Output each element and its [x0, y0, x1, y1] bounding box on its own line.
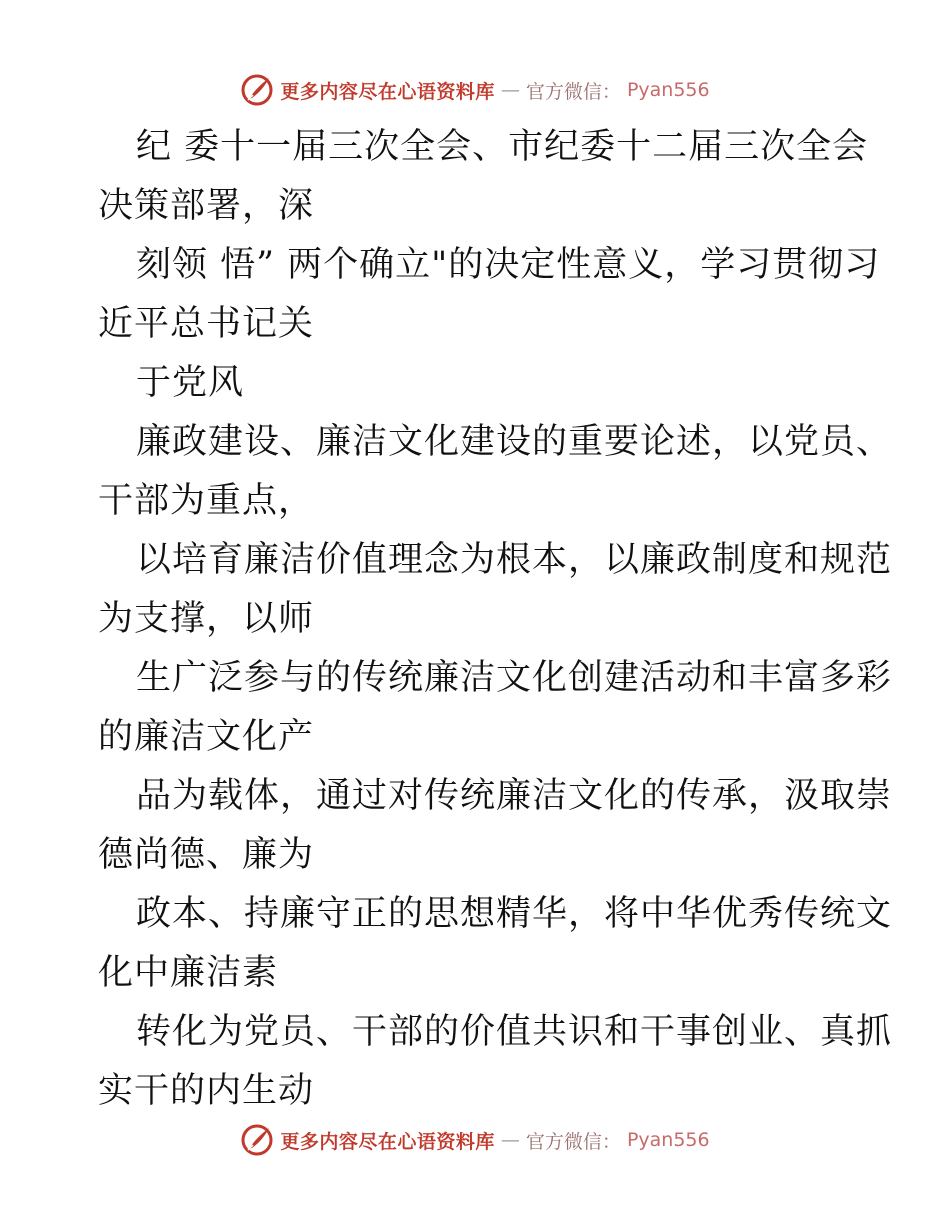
body-text-line: 刻领 悟” 两个确立"的决定性意义，学习贯彻习 — [136, 245, 881, 285]
body-text-line: 实干的内生动 — [98, 1071, 315, 1111]
header-banner — [0, 70, 950, 110]
body-text-line: 化中廉洁素 — [98, 953, 279, 993]
header-banner-content — [240, 73, 709, 107]
body-text-line: 决策部署，深 — [98, 186, 315, 226]
footer-banner-title: 更多内容尽在心语资料库 — [280, 1130, 495, 1153]
body-text-line: 为支撑，以师 — [98, 599, 315, 639]
body-text-line: 转化为党员、干部的价值共识和干事创业、真抓 — [136, 1012, 893, 1052]
footer-banner — [0, 1120, 950, 1160]
body-text-line: 品为载体，通过对传统廉洁文化的传承，汲取崇 — [136, 776, 893, 816]
header-banner-wechat-label: 官方微信： — [525, 80, 621, 103]
footer-banner-dash: — — [500, 1129, 520, 1151]
header-banner-title: 更多内容尽在心语资料库 — [280, 80, 495, 103]
body-text-line: 生广泛参与的传统廉洁文化创建活动和丰富多彩 — [136, 658, 893, 698]
document-body — [98, 118, 893, 1121]
body-text-line: 近平总书记关 — [98, 304, 315, 344]
quill-logo-icon — [240, 1123, 274, 1157]
header-banner-wechat-id: Pyan556 — [626, 79, 710, 101]
body-text-line: 的廉洁文化产 — [98, 717, 315, 757]
body-text-line: 德尚德、廉为 — [98, 835, 315, 875]
body-text-line: 政本、持廉守正的思想精华，将中华优秀传统文 — [136, 894, 893, 934]
body-text-line: 以培育廉洁价值理念为根本，以廉政制度和规范 — [136, 540, 893, 580]
body-text-line: 纪 委十一届三次全会、市纪委十二届三次全会 — [136, 127, 869, 167]
footer-banner-content — [240, 1123, 709, 1157]
quill-logo-icon — [240, 73, 274, 107]
body-text-line: 廉政建设、廉洁文化建设的重要论述，以党员、 — [136, 422, 893, 462]
body-text-line: 于党风 — [136, 363, 245, 403]
body-text-line: 干部为重点， — [98, 481, 315, 521]
footer-banner-wechat-id: Pyan556 — [626, 1129, 710, 1151]
header-banner-dash: — — [500, 79, 520, 101]
footer-banner-wechat-label: 官方微信： — [525, 1130, 621, 1153]
